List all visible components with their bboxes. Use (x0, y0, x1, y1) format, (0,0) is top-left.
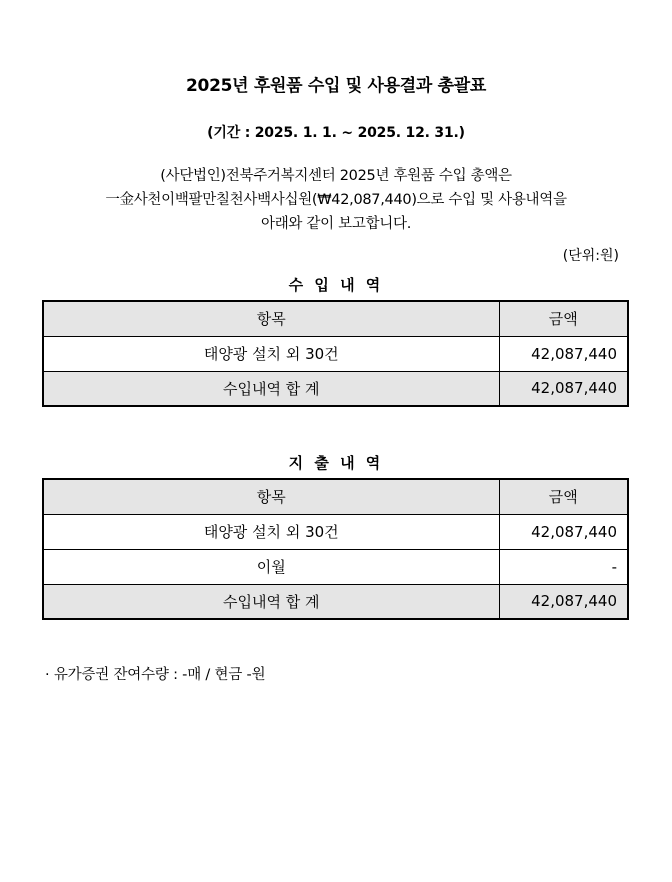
income-table (42, 300, 629, 407)
table-row (43, 549, 628, 584)
expense-section-title: 지 출 내 역 (288, 454, 384, 472)
summary-line-1: (사단법인)전북주거복지센터 2025년 후원품 수입 총액은 (160, 168, 512, 184)
table-row (43, 336, 628, 371)
expense-total-item: 수입내역 합 계 (43, 584, 499, 619)
income-total-item: 수입내역 합 계 (43, 371, 499, 406)
summary-line-3: 아래와 같이 보고합니다. (261, 216, 411, 232)
expense-total-amount: 42,087,440 (499, 584, 628, 619)
page-title: 2025년 후원품 수입 및 사용결과 총괄표 (186, 76, 486, 96)
expense-row-item: 태양광 설치 외 30건 (43, 514, 499, 549)
expense-header-item: 항목 (43, 479, 499, 514)
securities-cash-note: · 유가증권 잔여수량 : -매 / 현금 -원 (45, 667, 266, 683)
income-total-row (43, 371, 628, 406)
income-header-amount: 금액 (499, 301, 628, 336)
expense-row-item: 이월 (43, 549, 499, 584)
income-row-item: 태양광 설치 외 30건 (43, 336, 499, 371)
income-total-amount: 42,087,440 (499, 371, 628, 406)
income-header-row (43, 301, 628, 336)
expense-total-row (43, 584, 628, 619)
table-row (43, 514, 628, 549)
report-period: (기간 : 2025. 1. 1. ~ 2025. 12. 31.) (207, 125, 465, 141)
summary-line-2: 一金사천이백팔만칠천사백사십원(₩42,087,440)으로 수입 및 사용내역을 (105, 192, 567, 208)
income-section-title: 수 입 내 역 (288, 276, 384, 294)
expense-row-amount: 42,087,440 (499, 514, 628, 549)
unit-label: (단위:원) (562, 248, 619, 264)
expense-header-row (43, 479, 628, 514)
expense-table (42, 478, 629, 620)
income-header-item: 항목 (43, 301, 499, 336)
expense-row-amount: - (499, 549, 628, 584)
income-row-amount: 42,087,440 (499, 336, 628, 371)
expense-header-amount: 금액 (499, 479, 628, 514)
